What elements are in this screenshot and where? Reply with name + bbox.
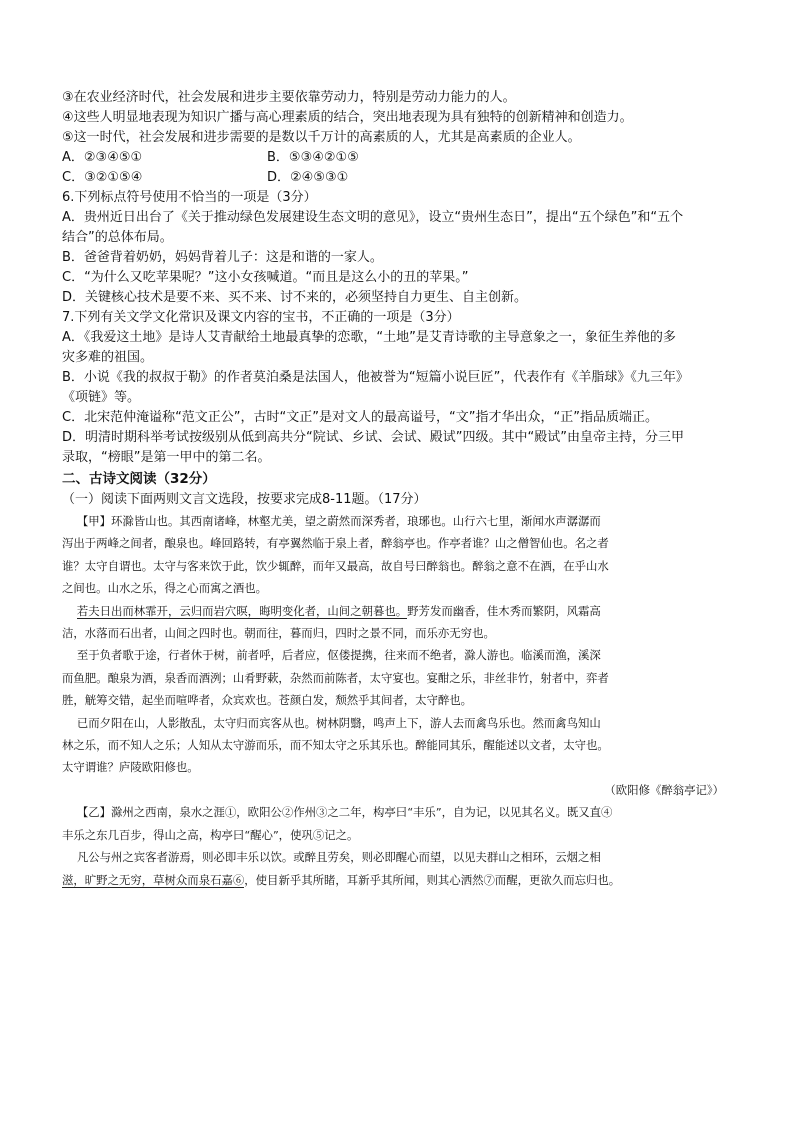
passage-line	[62, 600, 734, 622]
passage-line: 胜，觥筹交错，起坐而喧哗者，众宾欢也。苍颜白发，颓然乎其间者，太守醉也。	[62, 693, 473, 708]
underlined-sentence: 滋，旷野之无穷，草树众而泉石嘉⑥	[62, 872, 245, 887]
q5-sentence-5: ⑤这一时代，社会发展和进步需要的是数以千万计的高素质的人，尤其是高素质的企业人。	[62, 130, 581, 145]
passage-line: 而鱼肥。酿泉为酒，泉香而酒洌；山肴野蔌，杂然而前陈者，太守宴也。宴酣之乐，非丝非竹，射者中，弈者	[62, 670, 609, 685]
q7-option-d-line-2: 录取，“榜眼”是第一甲中的第二名。	[62, 450, 271, 465]
passage-line	[62, 869, 734, 891]
passage-line: 至于负者歌于途，行者休于树，前者呼，后者应，伛偻提携，往来而不绝者，滁人游也。临溪而渔，溪深	[76, 648, 601, 663]
passage-jia	[62, 510, 734, 801]
q6-option-a-line-2: 结合”的总体布局。	[62, 230, 173, 245]
q7-stem: 7.下列有关文学文化常识及课文内容的宝书，不正确的一项是（3分）	[62, 310, 460, 325]
passage-line: 洁，水落而石出者，山间之四时也。朝而往，暮而归，四时之景不同，而乐亦无穷也。	[62, 626, 495, 641]
q6-option-a-line-1: A．贵州近日出台了《关于推动绿色发展建设生态文明的意见》，设立“贵州生态日”，提出“五个绿色”和“五个	[62, 210, 684, 225]
q5-option-a: A．②③④⑤①	[62, 150, 143, 165]
passage-line: 凡公与州之宾客者游焉，则必即丰乐以饮。或醉且劳矣，则必即醒心而望，以见夫群山之相环，云烟之相	[76, 850, 601, 865]
passage-line: 【甲】环滁皆山也。其西南诸峰，林壑尤美，望之蔚然而深秀者，琅琊也。山行六七里，渐闻水声潺潺而	[76, 514, 601, 528]
passage-text: ，使目新乎其所睹，耳新乎其所闻，则其心洒然⑦而醒，更欲久而忘归也。	[244, 872, 621, 887]
q5-option-b: B．⑤③④②①⑤	[267, 150, 359, 165]
passage-line: 林之乐，而不知人之乐；人知从太守游而乐，而不知太守之乐其乐也。醉能同其乐，醒能述以文者，太守也。	[62, 738, 609, 753]
q5-sentence-4: ④这些人明显地表现为知识广播与高心理素质的结合，突出地表现为具有独特的创新精神和创造力。	[62, 110, 633, 125]
passage-line: 太守谓谁？庐陵欧阳修也。	[62, 760, 199, 775]
q7-option-b-line-2: 《项链》等。	[62, 390, 141, 405]
q7-option-a-line-1: A．《我爱这土地》是诗人艾青献给土地最真挚的恋歌，“土地”是艾青诗歌的主导意象之一，象征生养他的多	[62, 330, 676, 345]
passage-line: 已而夕阳在山，人影散乱，太守归而宾客从也。树林阴翳，鸣声上下，游人去而禽鸟乐也。然而禽鸟知山	[76, 715, 601, 730]
q5-option-d: D．②④⑤③①	[267, 170, 349, 185]
passage-line: 谁？太守自谓也。太守与客来饮于此，饮少辄醉，而年又最高，故自号曰醉翁也。醉翁之意不在酒，在乎山水	[62, 558, 609, 573]
exam-page	[62, 88, 734, 891]
q7-option-c: C．北宋范仲淹谥称“范文正公”，古时“文正”是对文人的最高谥号，“文”指才华出众，“正”指品质端正。	[62, 410, 658, 425]
section-2-instruction: （一）阅读下面两则文言文选段，按要求完成8-11题。（17分）	[62, 492, 427, 507]
q6-stem: 6.下列标点符号使用不恰当的一项是（3分）	[62, 190, 317, 205]
passage-yi	[62, 801, 734, 891]
q7-option-d-line-1: D．明清时期科举考试按级别从低到高共分“院试、乡试、会试、殿试”四级。其中“殿试”由皇帝主持，分三甲	[62, 430, 684, 445]
q7-option-b-line-1: B．小说《我的叔叔于勒》的作者莫泊桑是法国人，他被誉为“短篇小说巨匠”，代表作有《羊脂球》《九三年》	[62, 370, 689, 385]
q6-option-d: D．关键核心技术是要不来、买不来、讨不来的，必须坚持自力更生、自主创新。	[62, 290, 528, 305]
passage-line: 丰乐之东几百步，得山之高，构亭曰“醒心”，使巩⑤记之。	[62, 827, 359, 842]
underlined-sentence: 若夫日出而林霏开，云归而岩穴暝，晦明变化者，山间之朝暮也。	[76, 603, 408, 618]
q5-options-row-2	[62, 168, 734, 188]
section-2-title: 二、古诗文阅读（32分）	[62, 471, 216, 487]
passage-source: （欧阳修《醉翁亭记》）	[604, 782, 724, 797]
q5-option-c: C．③②①⑤④	[62, 170, 143, 185]
q6-option-c: C．“为什么又吃苹果呢？”这小女孩喊道。“而且是这么小的丑的苹果。”	[62, 270, 469, 285]
passage-line: 【乙】滁州之西南，泉水之涯①，欧阳公②作州③之二年，构亭曰“丰乐”，自为记，以见其名义。既又直④	[76, 805, 613, 820]
passage-text: 野芳发而幽香，佳木秀而繁阴，风霜高	[407, 603, 601, 618]
q7-option-a-line-2: 灾多难的祖国。	[62, 350, 154, 365]
q6-option-b: B．爸爸背着奶奶，妈妈背着儿子：这是和谐的一家人。	[62, 250, 383, 265]
q5-options-row-1	[62, 148, 734, 168]
passage-line: 泻出于两峰之间者，酿泉也。峰回路转，有亭翼然临于泉上者，醉翁亭也。作亭者谁？山之僧智仙也。名之者	[62, 536, 609, 551]
passage-line: 之间也。山水之乐，得之心而寓之酒也。	[62, 581, 268, 596]
q5-sentence-3: ③在农业经济时代，社会发展和进步主要依靠劳动力，特别是劳动力能力的人。	[62, 90, 516, 105]
